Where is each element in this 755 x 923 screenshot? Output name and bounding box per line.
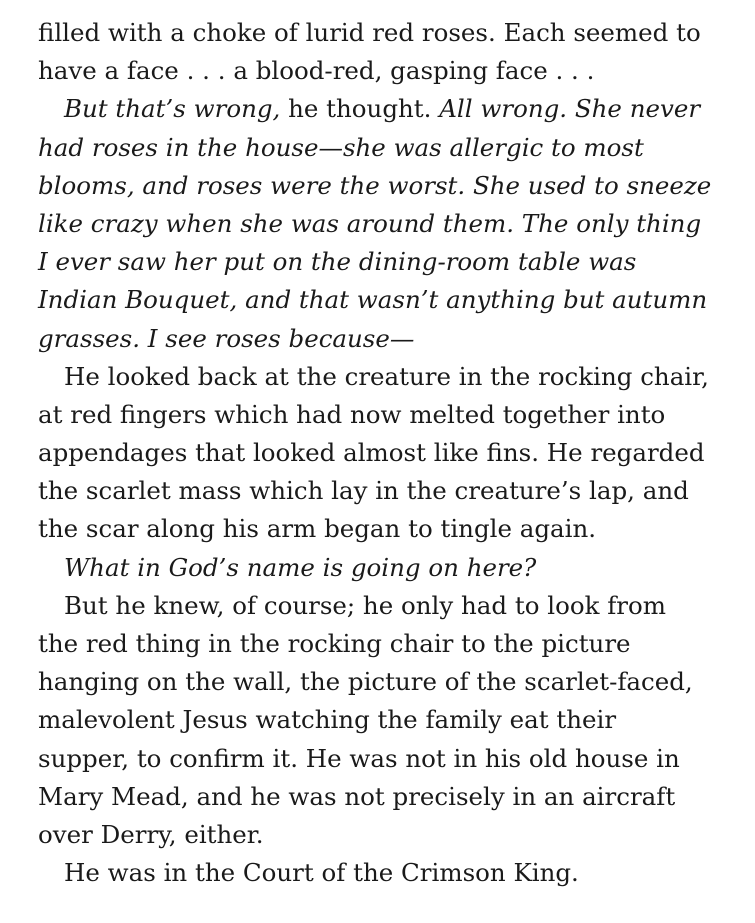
italic-text: like crazy when she was around them. The only thing — [38, 208, 702, 238]
text-line — [38, 549, 741, 587]
italic-text: blooms, and roses were the worst. She used to sneeze — [38, 170, 712, 200]
text-line — [38, 778, 741, 816]
body-text: Mary Mead, and he was not precisely in an aircraft — [38, 781, 676, 811]
body-text: the scarlet mass which lay in the creature’s lap, and — [38, 476, 689, 506]
body-text: at red fingers which had now melted together into — [38, 399, 666, 429]
text-line — [38, 740, 741, 778]
italic-text: Indian Bouquet, and that wasn’t anything but autumn — [38, 285, 708, 315]
body-text: the scar along his arm began to tingle again. — [38, 514, 597, 544]
body-text: appendages that looked almost like fins. He regarded — [38, 438, 705, 468]
italic-text: I ever saw her put on the dining-room table was — [38, 247, 637, 277]
body-text: He looked back at the creature in the rocking chair, — [64, 361, 709, 391]
text-line — [38, 472, 741, 510]
text-line — [38, 320, 741, 358]
italic-text: had roses in the house—she was allergic to most — [38, 132, 644, 162]
italic-text: All wrong. She never — [439, 94, 701, 124]
text-line — [38, 625, 741, 663]
body-text: hanging on the wall, the picture of the scarlet-faced, — [38, 667, 693, 697]
text-line — [38, 281, 741, 319]
text-line — [38, 663, 741, 701]
text-line — [38, 205, 741, 243]
body-text: But he knew, of course; he only had to look from — [64, 590, 666, 620]
body-text: he thought. — [280, 94, 440, 124]
text-line — [38, 816, 741, 854]
text-line — [38, 90, 741, 128]
italic-text: But that’s wrong, — [64, 94, 281, 124]
italic-text: grasses. I see roses because— — [38, 323, 415, 353]
text-line — [38, 358, 741, 396]
body-text: over Derry, either. — [38, 819, 264, 849]
italic-text: What in God’s name is going on here? — [64, 552, 537, 582]
text-line — [38, 701, 741, 739]
text-line — [38, 167, 741, 205]
text-line — [38, 243, 741, 281]
text-line — [38, 510, 741, 548]
body-text: supper, to confirm it. He was not in his old house in — [38, 743, 680, 773]
text-line — [38, 52, 741, 90]
text-line — [38, 14, 741, 52]
body-text: malevolent Jesus watching the family eat their — [38, 705, 617, 735]
text-line — [38, 434, 741, 472]
body-text: filled with a choke of lurid red roses. Each seemed to — [38, 18, 701, 47]
body-text: have a face . . . a blood-red, gasping face . . . — [38, 56, 595, 86]
text-line — [38, 396, 741, 434]
text-line — [38, 129, 741, 167]
text-line — [38, 854, 741, 892]
text-line — [38, 587, 741, 625]
body-text: the red thing in the rocking chair to the picture — [38, 629, 631, 658]
body-text: He was in the Court of the Crimson King. — [64, 858, 579, 888]
